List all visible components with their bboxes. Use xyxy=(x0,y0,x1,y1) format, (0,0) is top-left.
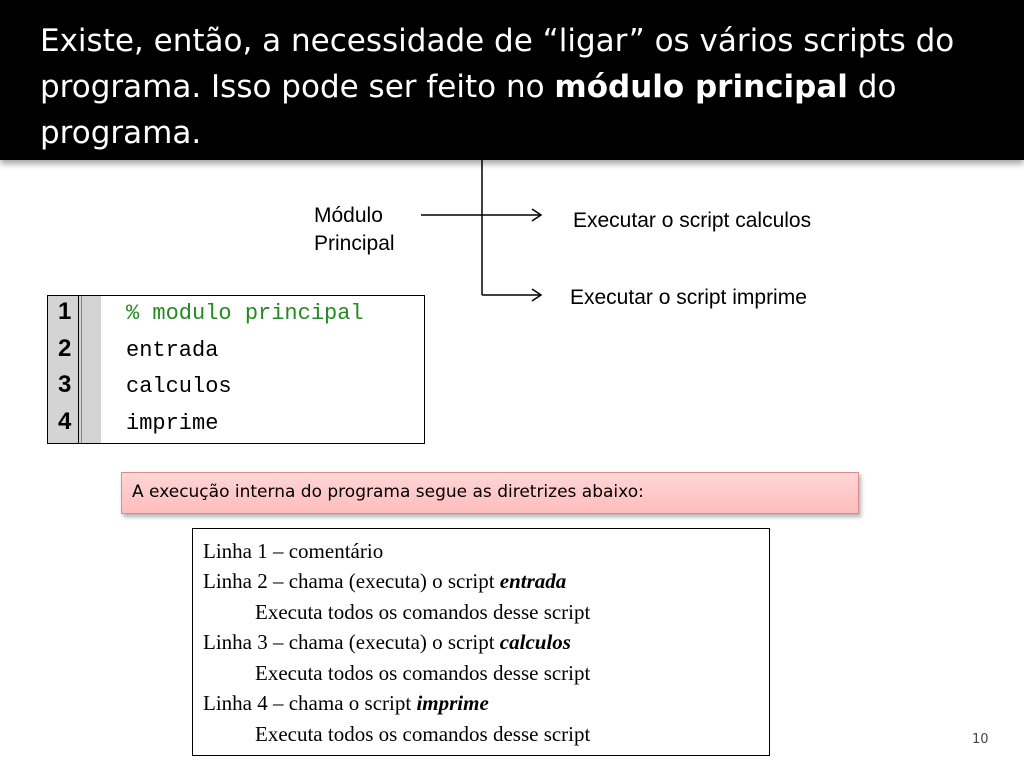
code-text: % modulo principal xyxy=(126,301,364,326)
modulo-label-line2: Principal xyxy=(314,232,395,255)
title-part2: do programa. xyxy=(40,69,897,151)
step-line-1 xyxy=(203,539,383,564)
code-text: calculos xyxy=(126,374,232,399)
code-listing xyxy=(47,295,425,444)
script-name: entrada xyxy=(499,569,567,593)
step-text: Linha 4 – chama o script xyxy=(203,691,417,715)
line-number: 3 xyxy=(58,371,72,398)
line-number: 4 xyxy=(58,408,72,435)
step-text: Linha 2 – chama (executa) o script xyxy=(203,569,500,593)
step-text: Executa todos os comandos desse script xyxy=(255,661,591,685)
code-text: entrada xyxy=(126,338,219,363)
script-name: calculos xyxy=(499,630,571,654)
step-line-4 xyxy=(203,691,489,716)
exec-calculos-label: Executar o script calculos xyxy=(573,209,812,232)
code-row xyxy=(48,333,424,370)
script-name: imprime xyxy=(416,691,489,715)
code-text: imprime xyxy=(126,411,219,436)
note-text: A execução interna do programa segue as diretrizes abaixo: xyxy=(132,482,644,502)
step-text: Executa todos os comandos desse script xyxy=(255,600,591,624)
modulo-label-line1: Módulo xyxy=(314,204,383,227)
title-bold: módulo principal xyxy=(554,69,848,105)
step-line-3 xyxy=(203,630,571,655)
title-part1: Existe, então, a necessidade de “ligar” os vários scripts do programa. Isso pode ser feito no xyxy=(40,23,955,105)
line-number: 1 xyxy=(58,298,72,325)
note-callout xyxy=(121,472,859,514)
code-row xyxy=(48,369,424,406)
line-number: 2 xyxy=(58,335,72,362)
exec-imprime-label: Executar o script imprime xyxy=(570,286,807,309)
execution-steps-box xyxy=(192,528,770,756)
title-bar xyxy=(0,0,1024,160)
code-row xyxy=(48,406,424,443)
step-text: Linha 1 – comentário xyxy=(203,539,384,563)
step-text: Executa todos os comandos desse script xyxy=(255,722,591,746)
step-sub-2 xyxy=(255,600,590,625)
code-row xyxy=(48,296,424,333)
step-line-2 xyxy=(203,569,566,594)
step-text: Linha 3 – chama (executa) o script xyxy=(203,630,500,654)
step-sub-4 xyxy=(255,722,590,747)
page-number: 10 xyxy=(972,732,989,747)
step-sub-3 xyxy=(255,661,590,686)
modulo-principal-label xyxy=(314,202,395,258)
slide-title xyxy=(40,18,1000,156)
